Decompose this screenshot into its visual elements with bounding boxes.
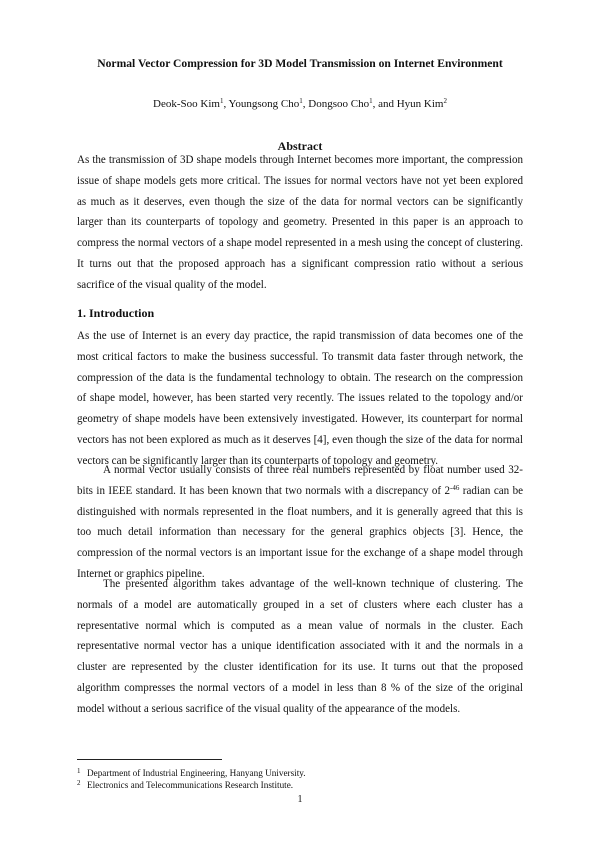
text-line: A normal vector usually consists of three real numbers represented by float number used 32-: [103, 464, 523, 476]
text-line: vectors has not been explored as much as it deserves [4], even though the size of the data for normal: [77, 433, 523, 446]
introduction-paragraph-2: [77, 460, 523, 585]
text-line: too much detail information than necessary for the general graphics objects [3]. Hence, the: [77, 526, 523, 539]
author-separator: ,: [302, 98, 309, 110]
text-line: of shape model, however, has been started very recently. The issues related to the topology and/or: [77, 392, 523, 405]
text-line: model without a serious sacrifice of the visual quality of the appearance of the models.: [77, 702, 461, 715]
paper-title: Normal Vector Compression for 3D Model Transmission on Internet Environment: [97, 57, 503, 70]
footnote-mark: 1: [77, 767, 81, 775]
text-line: distinguished with normals represented in the float numbers, and it is generally agreed that this is: [77, 505, 523, 518]
introduction-paragraph-1: [77, 326, 523, 472]
author-name: Hyun Kim: [396, 98, 444, 110]
text-line: As the use of Internet is an every day practice, the rapid transmission of data becomes one of the: [77, 330, 523, 342]
text-line: compression of the normal vectors is an important issue for the exchange of a shape model through: [77, 547, 523, 560]
footnote-1: [77, 767, 306, 778]
section-heading-introduction: 1. Introduction: [77, 306, 155, 320]
text-line: compression of the data is the fundamental technology to obtain. The research on the compression: [77, 371, 523, 384]
affiliation-mark: 1: [219, 97, 224, 105]
affiliation-mark: 1: [369, 97, 373, 105]
footnote-2: [77, 779, 293, 790]
author-name: Youngsong Cho: [228, 98, 300, 110]
author-name: Deok-Soo Kim: [153, 98, 220, 110]
page-number: 1: [297, 794, 303, 805]
text-line: vectors can be significantly larger than its counterparts of topology and geometry.: [77, 454, 439, 467]
abstract-heading: Abstract: [277, 139, 323, 153]
abstract-paragraph: [77, 150, 523, 296]
footnote-divider: [77, 759, 222, 760]
author-separator: ,: [223, 98, 229, 110]
author-name: Dongsoo Cho: [308, 98, 370, 110]
introduction-paragraph-3: [77, 574, 523, 720]
text-line: larger than its counterparts of topology and geometry. Presented in this paper is an approach to: [77, 216, 523, 229]
affiliation-mark: 2: [443, 97, 447, 105]
author-separator: , and: [372, 98, 397, 110]
text-line: cluster are represented by the cluster identification for its use. It turns out that the proposed: [77, 661, 523, 674]
text-line: As the transmission of 3D shape models through Internet becomes more important, the compression: [77, 154, 523, 166]
text-line-with-exponent: [77, 481, 523, 502]
text-line: normals of a model are automatically grouped in a set of clusters where each cluster has a: [77, 598, 523, 611]
text-line: Internet or graphics pipeline.: [77, 567, 205, 580]
text-line: compress the normal vectors of a shape model represented in a mesh using the concept of clustering.: [77, 237, 523, 250]
text-line: algorithm compresses the normal vectors of a model in less than 8 % of the size of the original: [77, 681, 523, 694]
text-segment: radian can be: [459, 484, 523, 497]
exponent: -46: [450, 483, 460, 492]
text-line: It turns out that the proposed approach has a significant compression ratio without a serious: [77, 257, 523, 270]
affiliation-mark: 1: [299, 97, 303, 105]
text-line: representative normal vector has a unique identification associated with it and the normals in a: [77, 640, 523, 653]
text-line: most critical factors to make the business successful. To transmit data faster through network, the: [77, 350, 523, 363]
text-line: issue of shape models gets more critical. The issues for normal vectors have not yet been explored: [77, 174, 523, 187]
text-segment: bits in IEEE standard. It has been known that two normals with a discrepancy of 2: [77, 484, 451, 497]
footnote-text: Electronics and Telecommunications Research Institute.: [87, 780, 294, 790]
text-line: The presented algorithm takes advantage of the well-known technique of clustering. The: [103, 578, 523, 590]
text-line: geometry of shape models have been extensively investigated. However, its counterpart for normal: [77, 413, 523, 426]
footnote-text: Department of Industrial Engineering, Hanyang University.: [87, 768, 306, 778]
author-line: [0, 98, 600, 110]
text-line: sacrifice of the visual quality of the model.: [77, 278, 267, 291]
footnote-mark: 2: [77, 779, 81, 787]
text-line: as much as it deserves, even though the size of the data for normal vectors can be significantly: [77, 195, 523, 208]
text-line: representative normal which is computed as a mean value of normals in the cluster. Each: [77, 619, 523, 632]
